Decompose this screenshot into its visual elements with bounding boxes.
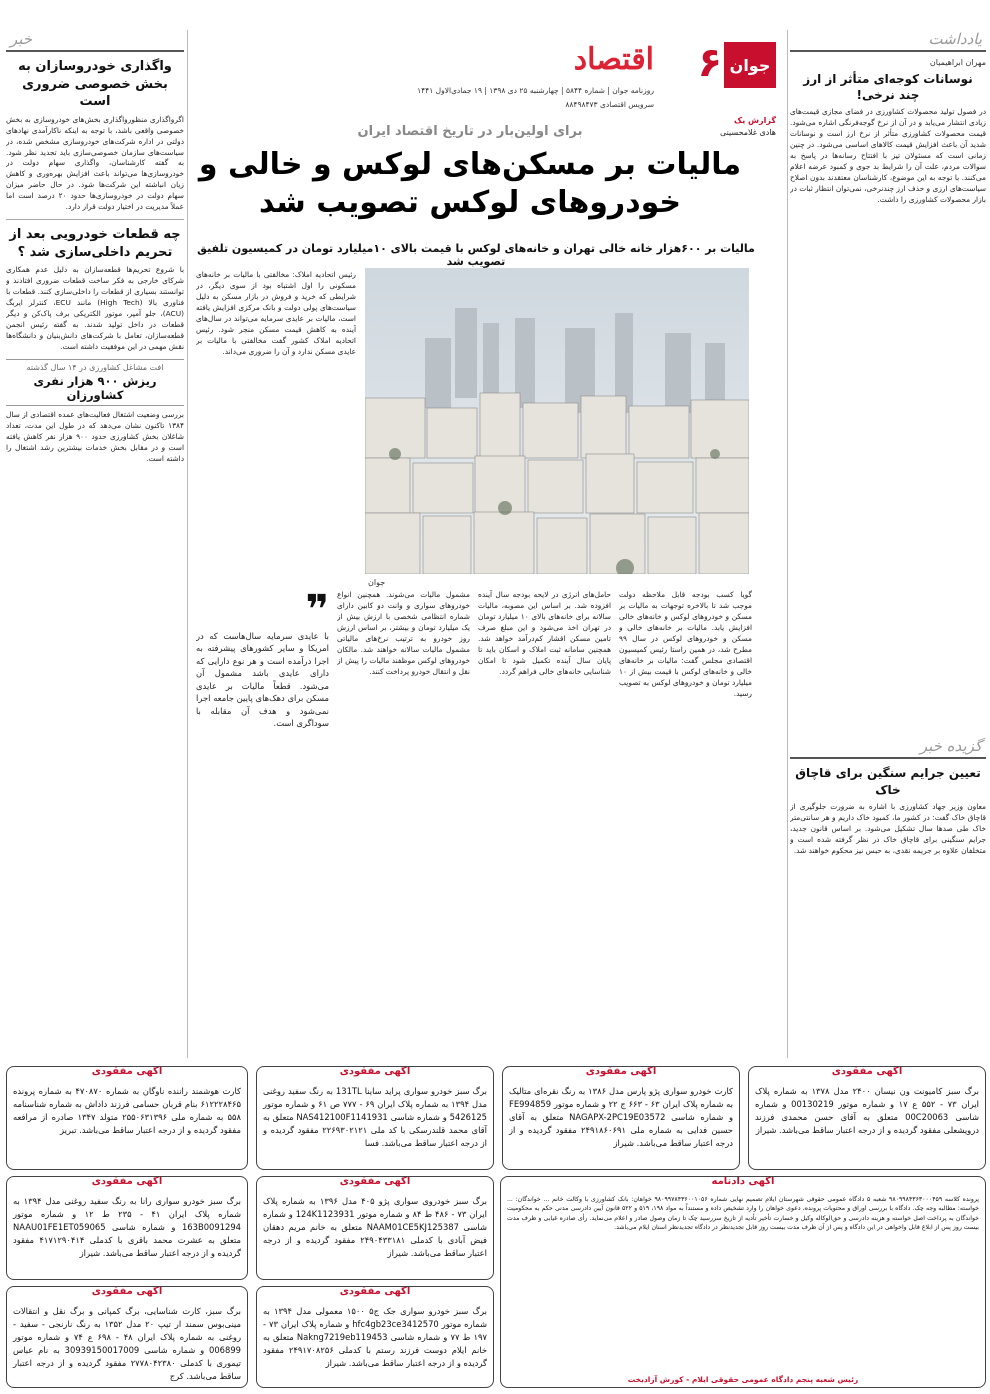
main-article-body [196,590,752,1060]
section-tag: خبر [6,30,184,52]
court-notice-ad: آگهی دادنامه پرونده کلاسه ۹۸۰۹۹۸۴۳۶۳۰۰۰۴۵۹ شعبه ۵ دادگاه عمومی حقوقی شهرستان ایلام تصمیم نهایی شماره ۹۸۰۹۹۷۸۴۳۶۰۰۱۰۵۶ خواهان: بانک کشاورزی با وکالت خانم ... خواندگان: ... خواسته: مطالبه وجه چک. دادگاه با بررسی اوراق و محتویات پرونده، دعوی خواهان را وارد تشخیص داده و مستنداً به مواد ۱۹۸، ۵۱۹ و ۵۲۲ قانون آیین دادرسی مدنی حکم به محکومیت خواندگان به پرداخت اصل خواسته و هزینه دادرسی و حق‌الوکاله وکیل و خسارت تأخیر تأدیه از تاریخ سررسید چک تا زمان وصول صادر و اعلام می‌نماید. رأی صادره غیابی و ظرف مدت بیست روز پس از ابلاغ قابل واخواهی در این دادگاه و پس از آن ظرف مدت بیست روز قابل تجدیدنظر در دادگاه تجدیدنظر استان ایلام می‌باشد. رئیس شعبه پنجم دادگاه عمومی حقوقی ایلام - کورش آزادبخت [500,1176,986,1388]
article-column: حامل‌های انرژی در لایحه بودجه سال آینده افزوده شد. بر اساس این مصوبه، مالیات سالانه برای خانه‌های بالای ۱۰ میلیارد تومان در تهران اخذ می‌شود و این مبلغ صرف تامین مسکن اقشار کم‌درآمد خواهد شد. همچنین سامانه ثبت املاک و اسکان باید تا پایان سال آینده تکمیل شود تا امکان شناسایی خانه‌های خالی فراهم گردد. [478,590,611,676]
section-tag: یادداشت [790,30,986,52]
section-title: اقتصاد [573,42,654,77]
classifieds-section [6,1066,986,1390]
box-kicker: افت مشاغل کشاورزی در ۱۴ سال گذشته [26,362,164,372]
news-headline: چه قطعات خودرویی بعد از تحریم داخلی‌سازی شد ؟ [9,227,181,260]
news-body: اگرواگذاری منظورواگذاری بخش‌های خودروسازی به بخش خصوصی واقعی باشد، با توجه به اینکه ناکارآمدی نهادهای دولتی در اداره شرکت‌های خودروسازی مشخص شده، در سیاست‌های سازمان خصوصی‌سازی باید تجدید نظر شود. به گفته کارشناسان، واگذاری سهام دولت در خودروسازی‌ها می‌تواند باعث افزایش بهره‌وری و کاهش زیان انباشته این شرکت‌ها شود. در حال حاضر میزان سهام دولت در خودروسازی‌ها حدود ۲۰ درصد است اما عملاً مدیریت در اختیار دولت قرار دارد. [6,114,184,212]
lost-document-ad: آگهی مفقودی کارت هوشمند راننده ناوگان به شماره ۴۷۰۸۷۰ به شماره پرونده ۶۱۲۲۲۸۴۶۵ بنام قربان حسامی فرزند داداش به شماره شناسنامه ۵۵۸ به شماره ملی ۲۵۵۰۶۳۱۳۹۶ متولد ۱۳۴۷ صادره از مرافعه مفقود گردیده و از درجه اعتبار ساقط می‌باشد. تبریز [6,1066,248,1170]
lost-document-ad: آگهی مفقودی برگ سبز خودرو سواری پراید ساینا 131TL به رنگ سفید روغنی مدل ۱۳۹۴ به شماره پلاک ایران ۶۹ - ۷۷۷ ص ۶۱ و شماره موتور 5426125 و شماره شاسی NAS412100F1141931 متعلق به آقای محمد قلندرسکی با کد ملی ۲۲۶۹۳۰۲۱۲۱ مفقود گردیده و از درجه اعتبار ساقط می‌باشد. فسا [256,1066,494,1170]
quote-block [196,590,329,1060]
main-lead: مالیات بر ۶۰۰هزار خانه خالی تهران و خانه‌های لوکس با قیمت بالای ۱۰میلیارد تومان در کمیسیون تلفیق تصویب شد [197,242,755,268]
main-headline: مالیات بر مسکن‌های لوکس و خالی و خودروهای لوکس تصویب شد [198,147,742,221]
report-tag: گزارش یک [734,116,776,125]
page-number-block [697,40,776,118]
left-news-column [6,30,184,1055]
article-column: مشمول مالیات می‌شوند. همچنین انواع خودروهای سواری و وانت دو کابین دارای شماره انتظامی شخصی با ارزش بیش از یک میلیارد تومان و بیشتر، بر اساس ارزش روز خودرو به ترتیب نرخ‌های مالیاتی مشمول مالیات سالانه خواهند شد. مالکان خودروهای لوکس موظفند مالیات را پیش از نقل و انتقال خودرو پرداخت کنند. [337,590,470,676]
report-author: هادی غلامحسینی [719,128,776,137]
column-divider [787,30,788,1058]
note-body: در فصول تولید محصولات کشاورزی در فضای مجازی قیمت‌های زیادی انتشار می‌یابد و در آن از نرخ گوجه‌فرنگی اشاره می‌شود. قیمت محصولات کشاورزی متأثر از نرخ ارز است و نوسانات شدید آن باعث افزایش قیمت کالاهای اساسی می‌شود. در چنین زمانی است که مسئولان تیز با افتتاح رسانه‌ها در پاسخ به سوالات مردم، علت آن را شرایط بد جوی و کمبود عرضه اعلام می‌کنند. با توجه به این موضوع، کارشناسان معتقدند بدون اصلاح سیاست‌های ارزی و حذف ارز چندنرخی، نمی‌توان انتظار ثبات در بازار محصولات کشاورزی را داشت. [790,107,986,204]
news-body: با شروع تحریم‌ها قطعه‌سازان به دلیل عدم همکاری شرکای خارجی به فکر ساخت قطعات ضروری افتادند و توانستند بسیاری از قطعات را داخلی‌سازی کنند. قطعات با فناوری بالا (High Tech) مانند ECU، کنترلر ایربگ (ACU)، جلو آمپر، موتور الکتریکی برف پاک‌کن و دیگر قطعات در داخل تولید شدند. به گفته رئیس انجمن قطعه‌سازان، تعامل با شرکت‌های دانش‌بنیان و دانشگاه‌ها نقش مهمی در این موفقیت داشته است. [6,265,184,351]
news-headline: واگذاری خودروسازان به بخش خصوصی ضروری است [18,59,172,110]
lost-document-ad: آگهی مفقودی برگ سبز، کارت شناسایی، برگ کمپانی و برگ نقل و انتقالات مینی‌بوس سمند ار تیپ ۲۰ مدل ۱۳۵۲ به رنگ نارنجی - سفید - روغنی به شماره پلاک ایران ۴۸ - ۶۹۸ ع ۷۴ و شماره موتور 006899 و شماره شاسی 30939150017009 به نام عباس تیموری با کدملی ۲۷۷۸۰۴۲۳۸۰ مفقود گردیده و از درجه اعتبار ساقط می‌باشد. کرج [6,1286,248,1388]
brief-title: تعیین جرایم سنگین برای قاچاق خاک [795,766,981,797]
right-column [790,30,986,1055]
lost-document-ad: آگهی مفقودی برگ سبز کامیونت ون نیسان ۲۴۰۰ مدل ۱۳۷۸ به شماره پلاک ایران ۷۳ - ۵۵۲ ع ۱۷ و شماره موتور 00130219 و شماره شاسی 00C20063 متعلق به آقای حسن محمدی فرزند درویشعلی مفقود گردیده و از درجه اعتبار ساقط می‌باشد. شیراز [748,1066,986,1170]
newspaper-logo: جوان [724,42,776,88]
article-column: گویا کسب بودجه قابل ملاحظه دولت موجب شد تا بالاخره توجهات به مالیات بر مسکن و خودروهای لوکس و خانه‌های خالی افزایش یابد. مالیات بر خانه‌های خالی و مسکن و خودروهای لوکس در سال ۹۹ مطرح شد، در همین راستا رئیس کمیسیون اقتصادی مجلس گفت: مالیات بر خانه‌های خالی و خانه‌های لوکس با قیمت بیش از ۱۰ میلیارد تومان و خودروهای لوکس به تصویب رسید. [619,590,752,698]
quote-icon: ❞ [305,590,329,633]
skyline-image [365,268,749,574]
column-divider [187,30,188,1058]
page-number: ۶ [697,40,722,86]
brief-body: معاون وزیر جهاد کشاورزی با اشاره به ضرورت جلوگیری از قاچاق خاک گفت: در کشور ما، کمبود خاک داریم و هر سانتی‌متر خاک طی صدها سال تشکیل می‌شود. بر اساس قانون جدید، جرایم سنگینی برای قاچاق خاک در نظر گرفته شده است و متخلفان علاوه بر جریمه نقدی، به حبس نیز محکوم خواهند شد. [790,801,986,855]
issue-info: روزنامه جوان | شماره ۵۸۴۴ | چهارشنبه ۲۵ دی ۱۳۹۸ | ۱۹ جمادی‌الاول ۱۴۴۱ [417,86,654,95]
news-box [6,359,184,406]
lost-document-ad: آگهی مفقودی کارت خودرو سواری پژو پارس مدل ۱۳۸۶ به رنگ نقره‌ای متالیک به شماره پلاک ایران ۶۳ - ۶۶۳ ج ۲۲ و شماره موتور FE994859 و شماره شاسی NAGAPX-2PC19E03572 متعلق به آقای حسین فدایی به شماره ملی ۲۴۹۱۸۶۰۶۹۱ مفقود گردیده و از درجه اعتبار ساقط می‌باشد. شیراز [502,1066,740,1170]
quote-text: با عایدی سرمایه سال‌هاست که در امریکا و سایر کشورهای پیشرفته به اجرا درآمده است و هر نوع دارایی که دارای عایدی باشد مشمول آن می‌شود. قطعاً مالیات بر عایدی مسکن برای دهک‌های پایین جامعه اجرا نمی‌شود و هدف آن مقابله با سوداگری است. [196,631,329,729]
note-title: نوسانات کوجه‌ای متأثر از ارز چند نرخی! [803,72,973,103]
author-name: مهران ابراهیمیان [929,58,986,67]
box-title: ریزش ۹۰۰ هزار نفری کشاورزان [33,373,157,402]
photo-credit: جوان [368,578,386,587]
box-body: بررسی وضعیت اشتغال فعالیت‌های عمده اقتصادی از سال ۱۳۸۴ تاکنون نشان می‌دهد که در طول این مدت، تعداد شاغلان بخش کشاورزی حدود ۹۰۰ هزار نفر کاهش یافته است و در مقابل بخش خدمات بیشترین رشد اشتغال را داشته است. [6,409,184,463]
main-kicker: برای اولین‌بار در تاریخ اقتصاد ایران [357,124,583,139]
lost-document-ad: آگهی مفقودی برگ سبز خودرو سواری جک ج۵ ۱۵۰۰ معمولی مدل ۱۳۹۴ به شماره موتور hfc4gb23ce3412570 و شماره پلاک ایران ۷۳ - ۱۹۷ ط ۷۷ و شماره شاسی Nakng7219eb119453 متعلق به خانم ایلام دوست فرزند رستم با کدملی ۲۴۹۱۷۰۸۲۵۶ مفقود گردیده و از درجه اعتبار ساقط می‌باشد. شیراز [256,1286,494,1388]
service-info: سرویس اقتصادی ۸۸۴۹۸۴۷۳ [565,100,654,109]
lost-document-ad: آگهی مفقودی برگ سبز خودرو سواری رانا به رنگ سفید روغنی مدل ۱۳۹۴ به شماره پلاک ایران ۴۱ - ۲۳۵ ط ۱۲ و شماره موتور 163B0091294 و شماره شاسی NAAU01FE1ET059065 متعلق به عشرت محمد باقری با کدملی ۴۱۷۱۲۹۰۴۱۴ مفقود گردیده و از درجه اعتبار ساقط می‌باشد. شیراز [6,1176,248,1280]
city-skyline-photo [365,268,749,574]
section-tag: گزیده خبر [790,737,986,759]
lost-document-ad: آگهی مفقودی برگ سبز خودروی سواری پژو ۴۰۵ مدل ۱۳۹۶ به شماره پلاک ایران ۷۳ - ۴۸۶ ط ۸۴ و شماره موتور 124K1123931 و شماره شاسی NAAM01CE5KJ125387 متعلق به خانم مریم دهقان فیض آبادی با کدملی ۲۴۹۰۴۳۳۱۸۱ مفقود گردیده و از درجه اعتبار ساقط می‌باشد. شیراز [256,1176,494,1280]
main-side-text: رئیس اتحادیه املاک: مخالفتی با مالیات بر خانه‌های مسکونی را اول اشتباه بود از سوی دیگر، در شرایطی که خرید و فروش در بازار مسکن به دلیل سیاست‌های پولی دولت و بانک مرکزی افزایش یافته است، مالیات بر عایدی سرمایه می‌تواند در سال‌های آینده به کاهش قیمت مسکن منجر شود. رئیس اتحادیه املاک کشور گفت مخالفتی با مالیات بر عایدی مسکن ندارد و آن را ضروری می‌داند. [196,270,356,356]
